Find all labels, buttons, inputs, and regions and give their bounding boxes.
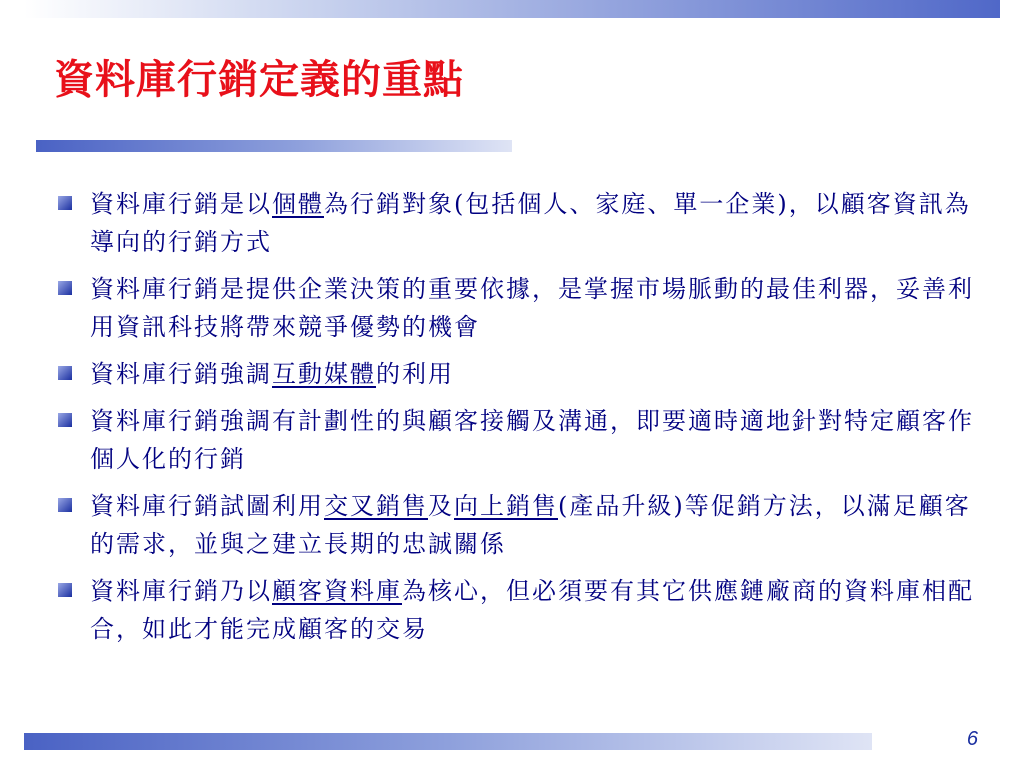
bullet-square-icon: [58, 583, 72, 597]
bullet-item: [58, 270, 988, 346]
page-number: 6: [966, 728, 978, 750]
bullet-text: 資料庫行銷強調: [90, 360, 272, 388]
underlined-term: 個體: [272, 190, 324, 218]
bullet-text: 的利用: [376, 360, 454, 388]
bullet-text: 及: [428, 492, 454, 520]
bottom-decorative-bar: [24, 733, 872, 750]
underlined-term: 顧客資料庫: [272, 577, 402, 605]
bullet-text: 資料庫行銷強調有計劃性的與顧客接觸及溝通，即要適時適地針對特定顧客作個人化的行銷: [90, 407, 974, 473]
bullet-square-icon: [58, 366, 72, 380]
bullet-text: 為核心，但必須要有其它供應鏈廠商的資料庫相配合，如此才能完成顧客的交易: [90, 577, 974, 643]
top-decorative-bar: [24, 0, 1000, 18]
bullet-item: [58, 572, 988, 648]
slide-title: 資料庫行銷定義的重點: [54, 56, 464, 103]
bullet-square-icon: [58, 281, 72, 295]
bullet-item: [58, 355, 988, 393]
underlined-term: 互動媒體: [272, 360, 376, 388]
bullet-square-icon: [58, 413, 72, 427]
bullet-item: [58, 487, 988, 563]
bullet-square-icon: [58, 498, 72, 512]
bullet-text: 資料庫行銷是提供企業決策的重要依據，是掌握市場脈動的最佳利器，妥善利用資訊科技將帶來競爭優勢的機會: [90, 275, 974, 341]
bullet-text: 資料庫行銷是以: [90, 190, 272, 218]
bullet-text: (產品升級)等促銷方法，以滿足顧客的需求，並與之建立長期的忠誠關係: [90, 492, 971, 558]
underlined-term: 交叉銷售: [324, 492, 428, 520]
bullet-list: [58, 185, 988, 657]
bullet-text: 為行銷對象(包括個人、家庭、單一企業)，以顧客資訊為導向的行銷方式: [90, 190, 971, 256]
bullet-item: [58, 402, 988, 478]
bullet-item: [58, 185, 988, 261]
underlined-term: 向上銷售: [454, 492, 558, 520]
bullet-square-icon: [58, 196, 72, 210]
bullet-text: 資料庫行銷乃以: [90, 577, 272, 605]
bullet-text: 資料庫行銷試圖利用: [90, 492, 324, 520]
title-underline-bar: [36, 140, 512, 152]
